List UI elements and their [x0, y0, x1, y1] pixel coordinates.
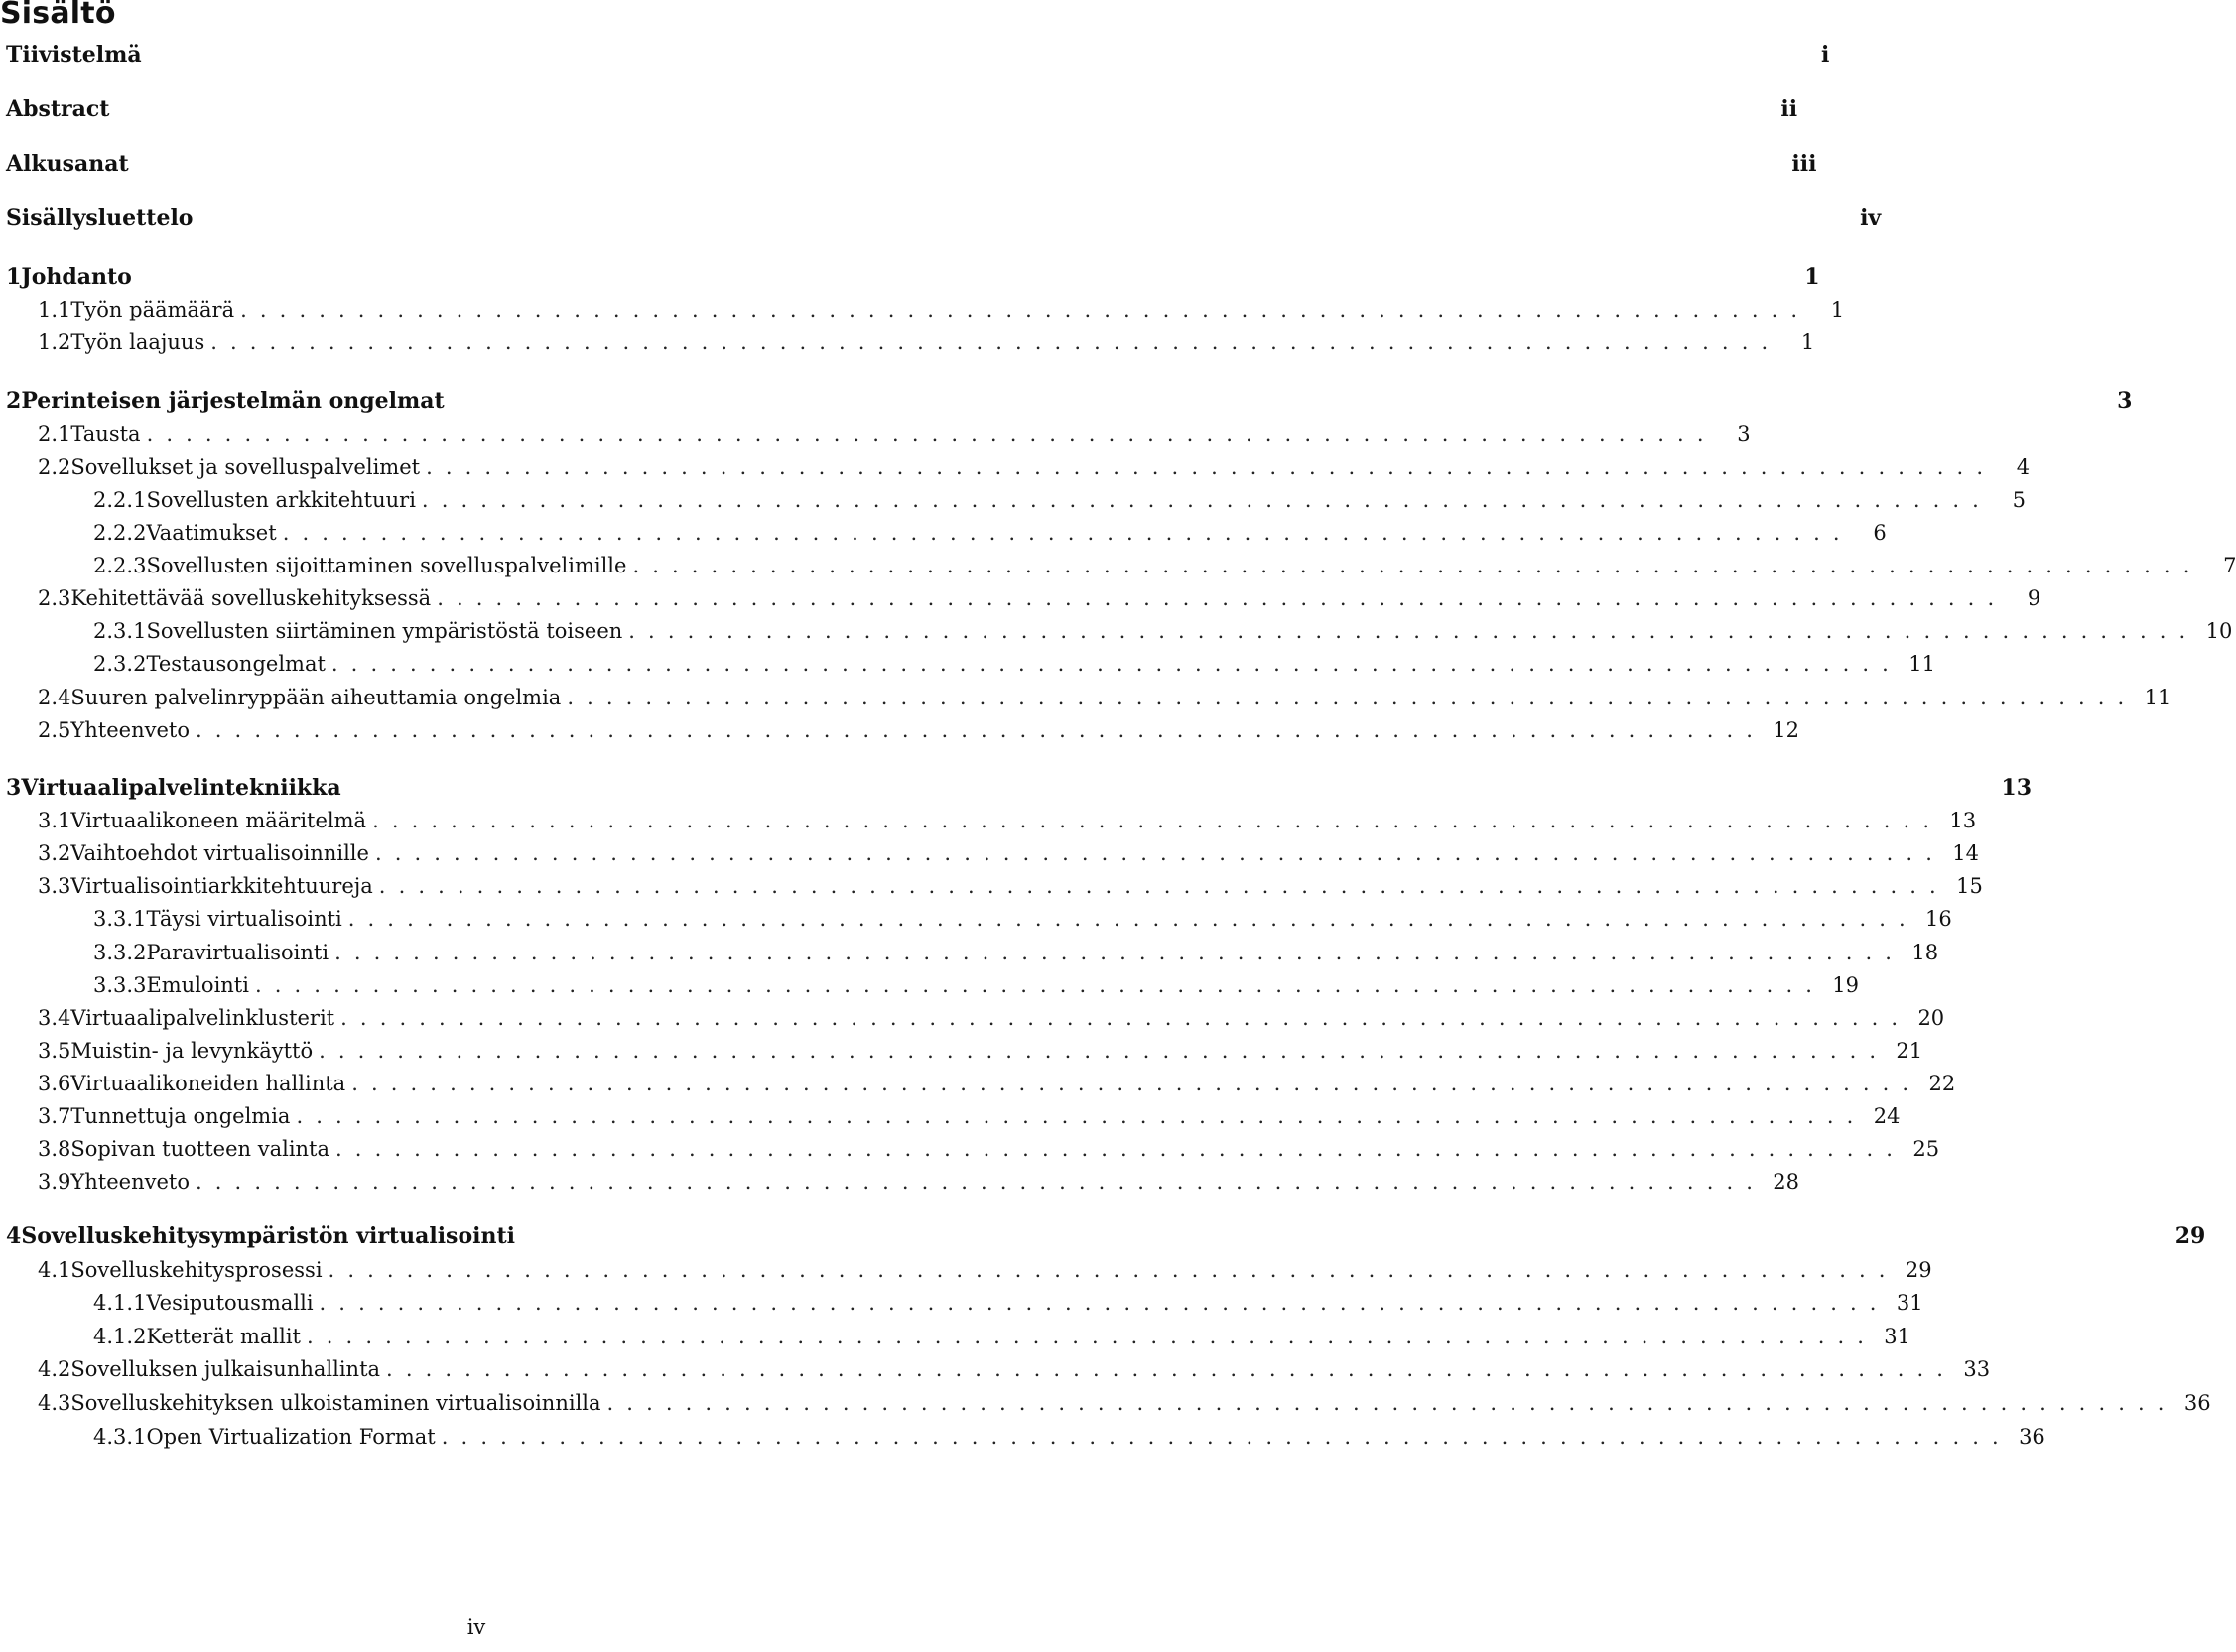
toc-chapter-entry[interactable]	[0, 38, 1830, 71]
toc-dot-leader: ................................................................................	[378, 874, 1949, 898]
toc-page-number: 22	[1928, 1072, 1956, 1095]
toc-dot-leader: ................................................................................	[351, 1072, 1922, 1095]
toc-dot-leader: ................................................................................	[426, 455, 1997, 479]
toc-entry-number: 2.5	[38, 718, 71, 742]
toc-chapter-entry[interactable]	[0, 92, 1798, 126]
toc-dot-leader: ................................................................................	[441, 1425, 2012, 1449]
toc-entry-title: Täysi virtualisointi	[146, 907, 342, 931]
toc-page-number: 3	[2117, 388, 2133, 414]
toc-section-entry[interactable]	[0, 325, 1815, 359]
toc-entry-number: 4.3.1	[93, 1425, 147, 1449]
toc-section-entry[interactable]	[0, 581, 2041, 615]
toc-entry-title: Sovellusten arkkitehtuuri	[146, 488, 416, 512]
toc-entry-title: Sovellusten sijoittaminen sovelluspalvelimille	[146, 554, 627, 577]
toc-entry-title: Sovelluskehityksen ulkoistaminen virtualisoinnilla	[70, 1391, 601, 1415]
toc-page-number: 10	[2205, 619, 2233, 643]
toc-entry-title: Virtuaalikoneiden hallinta	[70, 1072, 346, 1095]
toc-dot-leader: ................................................................................	[374, 841, 1945, 865]
toc-entry-number: 2	[6, 388, 22, 414]
toc-entry-title: Työn päämäärä	[70, 298, 235, 321]
toc-page-number: ii	[1780, 96, 1798, 122]
toc-page-number: 24	[1873, 1104, 1901, 1128]
toc-entry-number: 2.3	[38, 586, 71, 610]
toc-entry-title: Virtuaalikoneen määritelmä	[70, 809, 367, 832]
page-title: Sisältö	[0, 0, 116, 31]
toc-entry-number: 2.1	[38, 422, 71, 445]
toc-entry-number: 2.3.1	[93, 619, 147, 643]
toc-dot-leader: ................................................................................	[196, 718, 1767, 742]
toc-entry-title: Sovelluskehitysympäristön virtualisointi	[21, 1223, 515, 1249]
toc-entry-number: 4.1.2	[93, 1325, 147, 1348]
footer-page-number: iv	[466, 1615, 486, 1639]
toc-subsection-entry[interactable]	[0, 936, 1939, 969]
toc-subsection-entry[interactable]	[0, 1286, 1923, 1320]
toc-entry-number: 3.7	[38, 1104, 71, 1128]
toc-page-number: 3	[1737, 422, 1751, 445]
toc-section-entry[interactable]	[0, 1001, 1945, 1035]
toc-entry-number: 3.8	[38, 1137, 71, 1161]
toc-page-number: 20	[1917, 1006, 1945, 1030]
toc-dot-leader: ................................................................................	[328, 1258, 1899, 1282]
toc-entry-number: 1	[6, 264, 22, 290]
toc-section-entry[interactable]	[0, 869, 1983, 903]
toc-dot-leader: ................................................................................	[146, 422, 1717, 445]
toc-entry-number: 3.2	[38, 841, 71, 865]
toc-dot-leader: ................................................................................	[606, 1391, 2177, 1415]
toc-section-entry[interactable]	[0, 293, 1845, 326]
toc-subsection-entry[interactable]	[0, 1420, 2045, 1454]
toc-entry-title: Sisällysluettelo	[6, 205, 194, 231]
toc-entry-number: 3.6	[38, 1072, 71, 1095]
toc-dot-leader: ................................................................................	[240, 298, 1811, 321]
toc-dot-leader: ................................................................................	[319, 1291, 1890, 1315]
toc-page-number: 1	[1830, 298, 1845, 321]
toc-entry-title: Alkusanat	[6, 151, 129, 177]
toc-entry-number: 3.9	[38, 1170, 71, 1194]
toc-entry-number: 2.2.3	[93, 554, 147, 577]
toc-entry-title: Sopivan tuotteen valinta	[70, 1137, 330, 1161]
toc-entry-number: 3.1	[38, 809, 71, 832]
toc-entry-title: Työn laajuus	[70, 330, 205, 354]
toc-section-entry[interactable]	[0, 804, 1977, 837]
toc-subsection-entry[interactable]	[0, 902, 1952, 936]
toc-dot-leader: ................................................................................	[632, 554, 2203, 577]
toc-chapter-entry[interactable]	[0, 260, 1820, 294]
toc-dot-leader: ................................................................................	[282, 521, 1853, 545]
toc-section-entry[interactable]	[0, 1165, 1800, 1199]
toc-entry-title: Sovellusten siirtäminen ympäristöstä toiseen	[146, 619, 623, 643]
toc-dot-leader: ................................................................................	[421, 488, 1992, 512]
toc-page-number: 7	[2223, 554, 2236, 577]
toc-page-number: 19	[1832, 973, 1859, 997]
toc-page-number: 14	[1952, 841, 1979, 865]
toc-entry-number: 3.3.2	[93, 941, 147, 964]
toc-entry-title: Tunnettuja ongelmia	[70, 1104, 291, 1128]
toc-page-number: 13	[1949, 809, 1977, 832]
toc-entry-number: 3.4	[38, 1006, 71, 1030]
toc-chapter-entry[interactable]	[0, 1219, 2206, 1253]
toc-entry-title: Vaihtoehdot virtualisoinnille	[70, 841, 369, 865]
toc-page-number: 33	[1963, 1357, 1991, 1381]
toc-entry-title: Vesiputousmalli	[146, 1291, 314, 1315]
toc-page-number: 1	[1804, 264, 1820, 290]
toc-page-number: 4	[2016, 455, 2031, 479]
toc-entry-title: Perinteisen järjestelmän ongelmat	[21, 388, 445, 414]
toc-page-number: 11	[2144, 686, 2171, 709]
toc-subsection-entry[interactable]	[0, 968, 1859, 1002]
toc-section-entry[interactable]	[0, 713, 1800, 747]
toc-page-number: 31	[1896, 1291, 1923, 1315]
toc-page-number: 21	[1896, 1039, 1923, 1063]
toc-entry-title: Sovellukset ja sovelluspalvelimet	[70, 455, 421, 479]
toc-entry-title: Virtuaalipalvelintekniikka	[21, 775, 341, 801]
toc-entry-number: 4.1	[38, 1258, 71, 1282]
toc-page-number: 18	[1911, 941, 1939, 964]
toc-page-number: 31	[1884, 1325, 1911, 1348]
toc-entry-title: Open Virtualization Format	[146, 1425, 436, 1449]
toc-dot-leader: ................................................................................	[196, 1170, 1767, 1194]
toc-page-number: 36	[2019, 1425, 2045, 1449]
toc-dot-leader: ................................................................................	[347, 907, 1918, 931]
toc-section-entry[interactable]	[0, 417, 1751, 450]
toc-entry-title: Johdanto	[21, 264, 132, 290]
toc-page-number: 29	[1905, 1258, 1932, 1282]
toc-entry-number: 3.3.1	[93, 907, 147, 931]
toc-entry-number: 2.2.2	[93, 521, 147, 545]
toc-section-entry[interactable]	[0, 1067, 1956, 1100]
toc-entry-title: Sovelluksen julkaisunhallinta	[70, 1357, 381, 1381]
toc-entry-number: 1.1	[38, 298, 71, 321]
toc-entry-number: 3	[6, 775, 22, 801]
toc-entry-title: Abstract	[6, 96, 110, 122]
toc-section-entry[interactable]	[0, 681, 2171, 714]
toc-entry-number: 4.1.1	[93, 1291, 147, 1315]
toc-section-entry[interactable]	[0, 1099, 1901, 1133]
toc-entry-title: Virtualisointiarkkitehtuureja	[70, 874, 373, 898]
toc-page-number: 1	[1800, 330, 1815, 354]
toc-section-entry[interactable]	[0, 1352, 1991, 1386]
toc-dot-leader: ................................................................................	[628, 619, 2199, 643]
toc-dot-leader: ................................................................................	[386, 1357, 1957, 1381]
toc-entry-number: 3.5	[38, 1039, 71, 1063]
toc-chapter-entry[interactable]	[0, 201, 1882, 235]
toc-entry-title: Yhteenveto	[70, 718, 190, 742]
toc-entry-number: 4.2	[38, 1357, 71, 1381]
toc-entry-title: Yhteenveto	[70, 1170, 190, 1194]
toc-chapter-entry[interactable]	[0, 147, 1817, 181]
toc-subsection-entry[interactable]	[0, 1320, 1911, 1353]
toc-entry-number: 2.3.2	[93, 652, 147, 676]
toc-entry-title: Vaatimukset	[146, 521, 277, 545]
toc-entry-title: Suuren palvelinryppään aiheuttamia ongelmia	[70, 686, 562, 709]
toc-entry-title: Sovelluskehitysprosessi	[70, 1258, 323, 1282]
toc-entry-title: Ketterät mallit	[146, 1325, 301, 1348]
toc-page-number: 11	[1908, 652, 1935, 676]
toc-entry-title: Muistin- ja levynkäyttö	[70, 1039, 314, 1063]
toc-page-number: 29	[2174, 1223, 2206, 1249]
toc-subsection-entry[interactable]	[0, 614, 2233, 648]
toc-entry-number: 3.3	[38, 874, 71, 898]
toc-entry-title: Paravirtualisointi	[146, 941, 329, 964]
toc-page-number: 28	[1773, 1170, 1800, 1194]
toc-section-entry[interactable]	[0, 1132, 1940, 1166]
toc-entry-number: 2.2	[38, 455, 71, 479]
toc-section-entry[interactable]	[0, 1253, 1932, 1287]
toc-page-number: 5	[2012, 488, 2026, 512]
toc-entry-title: Emulointi	[146, 973, 249, 997]
toc-entry-number: 4	[6, 1223, 22, 1249]
toc-entry-number: 2.4	[38, 686, 71, 709]
toc-page-number: 9	[2027, 586, 2041, 610]
toc-dot-leader: ................................................................................	[307, 1325, 1878, 1348]
toc-dot-leader: ................................................................................	[567, 686, 2138, 709]
toc-page-number: iv	[1860, 205, 1882, 231]
toc-dot-leader: ................................................................................	[319, 1039, 1890, 1063]
toc-entry-number: 4.3	[38, 1391, 71, 1415]
toc-page-number: 13	[2001, 775, 2033, 801]
toc-subsection-entry[interactable]	[0, 549, 2236, 582]
toc-entry-title: Tiivistelmä	[6, 42, 142, 67]
toc-dot-leader: ................................................................................	[340, 1006, 1911, 1030]
toc-entry-number: 1.2	[38, 330, 71, 354]
toc-dot-leader: ................................................................................	[210, 330, 1781, 354]
toc-page-number: 6	[1873, 521, 1887, 545]
toc-dot-leader: ................................................................................	[437, 586, 2008, 610]
toc-page-number: 12	[1773, 718, 1800, 742]
toc-dot-leader: ................................................................................	[334, 941, 1906, 964]
toc-entry-title: Tausta	[70, 422, 141, 445]
toc-page-number: 36	[2183, 1391, 2211, 1415]
toc-section-entry[interactable]	[0, 836, 1979, 870]
toc-page-number: iii	[1791, 151, 1817, 177]
toc-entry-title: Kehitettävää sovelluskehityksessä	[70, 586, 432, 610]
toc-subsection-entry[interactable]	[0, 516, 1887, 550]
toc-chapter-entry[interactable]	[0, 384, 2133, 418]
toc-page-number: i	[1821, 42, 1830, 67]
toc-subsection-entry[interactable]	[0, 647, 1935, 681]
toc-subsection-entry[interactable]	[0, 483, 2026, 517]
toc-entry-number: 3.3.3	[93, 973, 147, 997]
toc-page-number: 16	[1925, 907, 1952, 931]
toc-section-entry[interactable]	[0, 1386, 2211, 1420]
toc-entry-title: Testausongelmat	[146, 652, 326, 676]
toc-page-number: 25	[1912, 1137, 1940, 1161]
toc-entry-title: Virtuaalipalvelinklusterit	[70, 1006, 335, 1030]
toc-entry-number: 2.2.1	[93, 488, 147, 512]
toc-dot-leader: ................................................................................	[296, 1104, 1867, 1128]
toc-dot-leader: ................................................................................	[335, 1137, 1907, 1161]
toc-chapter-entry[interactable]	[0, 771, 2033, 805]
toc-page-number: 15	[1956, 874, 1983, 898]
toc-dot-leader: ................................................................................	[372, 809, 1943, 832]
toc-dot-leader: ................................................................................	[254, 973, 1825, 997]
toc-section-entry[interactable]	[0, 450, 2031, 484]
toc-section-entry[interactable]	[0, 1034, 1923, 1068]
toc-dot-leader: ................................................................................	[330, 652, 1902, 676]
